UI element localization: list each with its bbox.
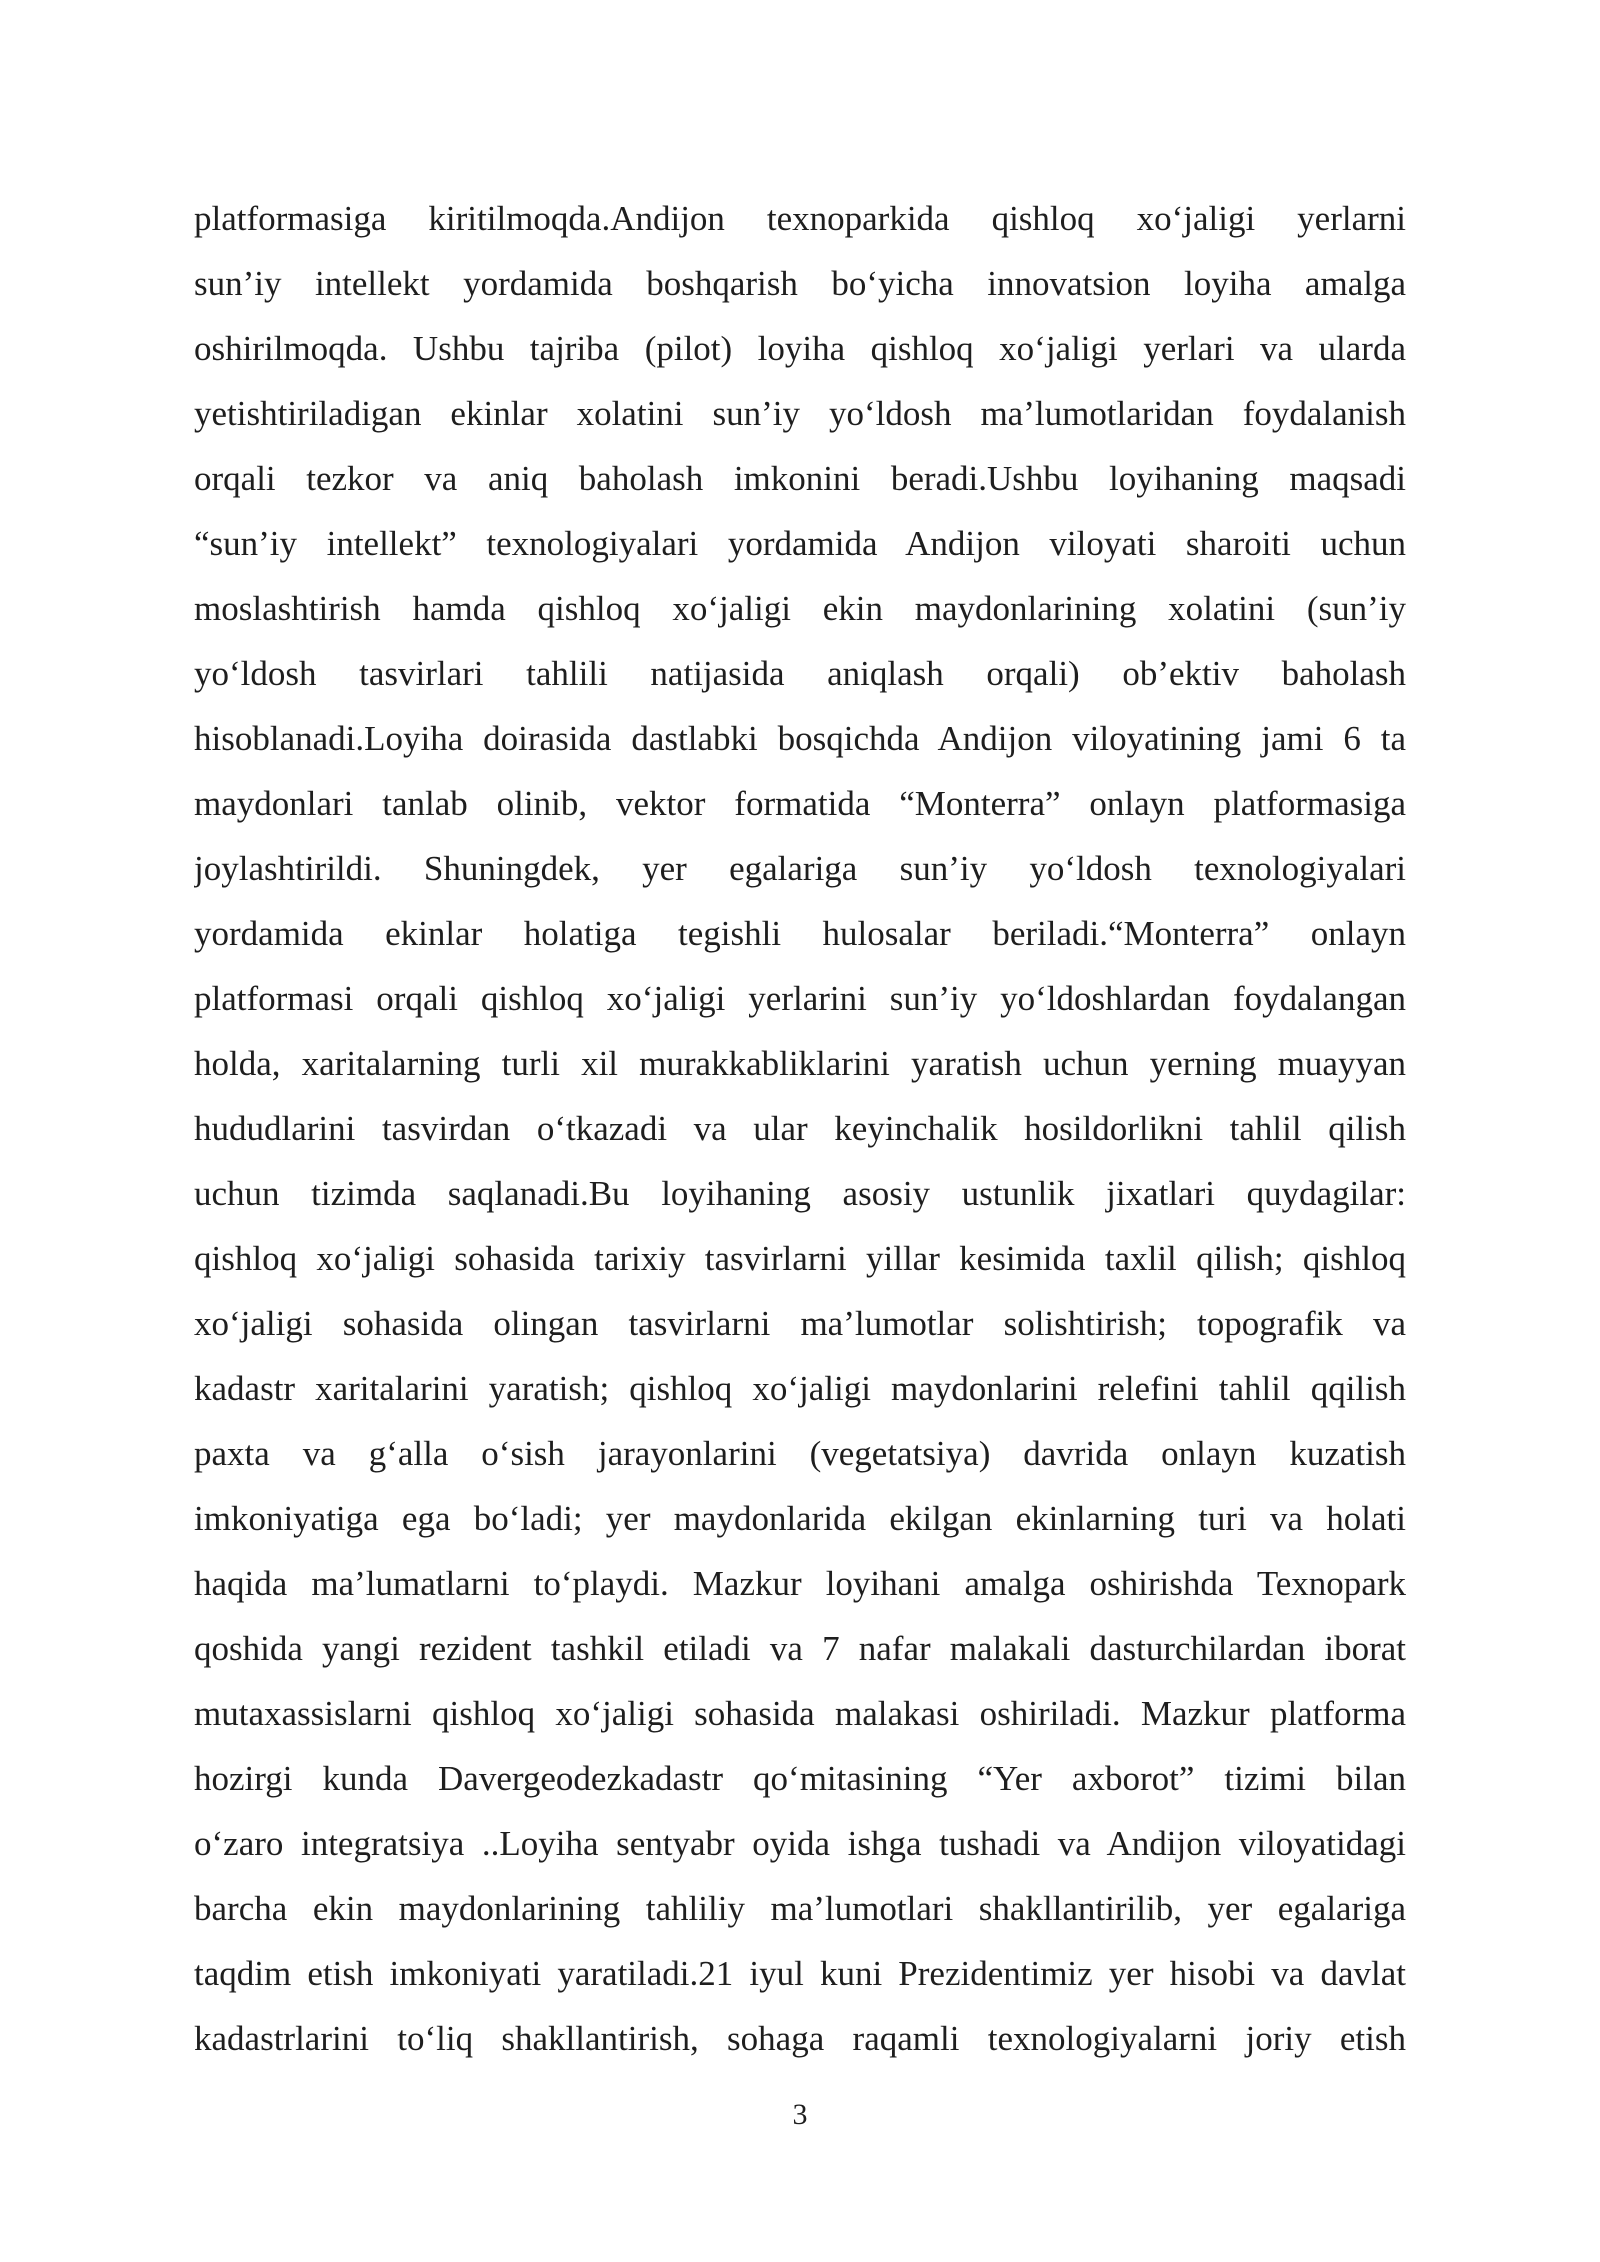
text-line: yordamida ekinlar holatiga tegishli hulosalar beriladi.“Monterra” onlayn (194, 914, 1406, 953)
text-line: orqali tezkor va aniq baholash imkonini beradi.Ushbu loyihaning maqsadi (194, 459, 1406, 498)
text-line: xo‘jaligi sohasida olingan tasvirlarni ma’lumotlar solishtirish; topografik va (194, 1304, 1406, 1343)
text-line: mutaxassislarni qishloq xo‘jaligi sohasida malakasi oshiriladi. Mazkur platforma (194, 1694, 1406, 1733)
text-line: qishloq xo‘jaligi sohasida tarixiy tasvirlarni yillar kesimida taxlil qilish; qishloq (194, 1239, 1406, 1278)
text-line: barcha ekin maydonlarining tahliliy ma’lumotlari shakllantirilib, yer egalariga (194, 1889, 1406, 1928)
text-line: maydonlari tanlab olinib, vektor formatida “Monterra” onlayn platformasiga (194, 784, 1406, 823)
text-line: hududlarini tasvirdan o‘tkazadi va ular keyinchalik hosildorlikni tahlil qilish (194, 1109, 1406, 1148)
text-line: yo‘ldosh tasvirlari tahlili natijasida aniqlash orqali) ob’ektiv baholash (194, 654, 1406, 693)
text-line: kadastr xaritalarini yaratish; qishloq xo‘jaligi maydonlarini relefini tahlil qqilish (194, 1369, 1406, 1408)
text-line: taqdim etish imkoniyati yaratiladi.21 iyul kuni Prezidentimiz yer hisobi va davlat (194, 1954, 1406, 1993)
text-line: kadastrlarini to‘liq shakllantirish, sohaga raqamli texnologiyalarni joriy etish (194, 2019, 1406, 2058)
text-line: moslashtirish hamda qishloq xo‘jaligi ekin maydonlarining xolatini (sun’iy (194, 589, 1406, 628)
text-line: haqida ma’lumatlarni to‘playdi. Mazkur loyihani amalga oshirishda Texnopark (194, 1564, 1406, 1603)
text-line: holda, xaritalarning turli xil murakkabliklarini yaratish uchun yerning muayyan (194, 1044, 1406, 1083)
text-line: joylashtirildi. Shuningdek, yer egalariga sun’iy yo‘ldosh texnologiyalari (194, 849, 1406, 888)
text-line: o‘zaro integratsiya ..Loyiha sentyabr oyida ishga tushadi va Andijon viloyatidagi (194, 1824, 1406, 1863)
text-line: oshirilmoqda. Ushbu tajriba (pilot) loyiha qishloq xo‘jaligi yerlari va ularda (194, 329, 1406, 368)
page-number: 3 (792, 2098, 808, 2131)
text-line: hisoblanadi.Loyiha doirasida dastlabki bosqichda Andijon viloyatining jami 6 ta (194, 719, 1406, 758)
text-line: uchun tizimda saqlanadi.Bu loyihaning asosiy ustunlik jixatlari quydagilar: (194, 1174, 1406, 1213)
text-line: platformasiga kiritilmoqda.Andijon texnoparkida qishloq xo‘jaligi yerlarni (194, 199, 1406, 238)
body-paragraph (194, 186, 1406, 2071)
text-line: “sun’iy intellekt” texnologiyalari yordamida Andijon viloyati sharoiti uchun (194, 524, 1406, 563)
text-line: qoshida yangi rezident tashkil etiladi va 7 nafar malakali dasturchilardan iborat (194, 1629, 1406, 1668)
text-line: hozirgi kunda Davergeodezkadastr qo‘mitasining “Yer axborot” tizimi bilan (194, 1759, 1406, 1798)
text-line: yetishtiriladigan ekinlar xolatini sun’iy yo‘ldosh ma’lumotlaridan foydalanish (194, 394, 1406, 433)
text-line: sun’iy intellekt yordamida boshqarish bo‘yicha innovatsion loyiha amalga (194, 264, 1406, 303)
text-line: platformasi orqali qishloq xo‘jaligi yerlarini sun’iy yo‘ldoshlardan foydalangan (194, 979, 1406, 1018)
text-line: imkoniyatiga ega bo‘ladi; yer maydonlarida ekilgan ekinlarning turi va holati (194, 1499, 1406, 1538)
text-line: paxta va g‘alla o‘sish jarayonlarini (vegetatsiya) davrida onlayn kuzatish (194, 1434, 1406, 1473)
